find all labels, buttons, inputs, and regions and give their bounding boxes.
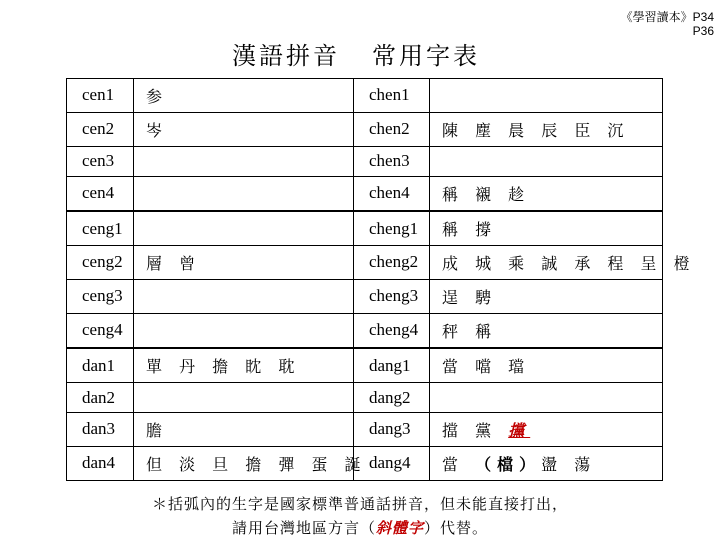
characters-cell-right: [430, 212, 663, 246]
pinyin-cell-left: [67, 279, 134, 313]
pinyin-cell-left-text: dan1: [82, 355, 116, 375]
footnote-line2: [0, 516, 720, 540]
footnote-line2-pre: 請用台灣地區方言（: [231, 519, 376, 537]
characters-cell-left: [134, 79, 354, 113]
characters-cell-right: [430, 349, 663, 383]
characters-cell-right: [430, 446, 663, 480]
page-reference-line2: P36: [692, 24, 714, 38]
pinyin-cell-right: [354, 246, 430, 280]
footnote: [0, 492, 720, 540]
page-reference: [621, 10, 714, 38]
substitute-character: 攩: [508, 420, 531, 440]
characters-cell-left-text: 但 淡 旦 擔 彈 蛋 誕: [146, 454, 367, 474]
characters-cell-right-text: 稱 撐: [442, 220, 498, 240]
table-row: [67, 413, 663, 447]
characters-cell-right-text: 陳 塵 晨 辰 臣 沉: [442, 120, 630, 140]
pinyin-cell-right-text: dang1: [369, 355, 411, 375]
pinyin-cell-right-text: chen2: [369, 119, 410, 139]
pinyin-cell-left-text: ceng1: [82, 218, 123, 238]
footnote-line2-post: ）代替。: [424, 519, 489, 537]
table-row: [67, 349, 663, 383]
pinyin-cell-left: [67, 79, 134, 113]
pinyin-cell-right-text: chen3: [369, 151, 410, 171]
pinyin-cell-left: [67, 212, 134, 246]
pinyin-cell-left-text: cen2: [82, 119, 115, 139]
characters-cell-left-text: 層 曾: [146, 253, 202, 273]
characters-cell-left: [134, 413, 354, 447]
pinyin-cell-left: [67, 349, 134, 383]
characters-cell-left: [134, 246, 354, 280]
pinyin-cell-left-text: ceng2: [82, 252, 123, 272]
footnote-line1: ＊括弧內的生字是國家標準普通話拼音，但未能直接打出，: [151, 495, 568, 513]
characters-cell-right-text: 當 噹 璫: [442, 357, 531, 377]
pinyin-cell-right-text: cheng1: [369, 218, 419, 238]
pinyin-cell-left: [67, 146, 134, 176]
characters-cell-left-text: 膽: [146, 420, 169, 440]
characters-cell-left: [134, 383, 354, 413]
characters-cell-right: [430, 146, 663, 176]
table-row: [67, 212, 663, 246]
pinyin-cell-right: [354, 176, 430, 210]
pinyin-cell-right: [354, 383, 430, 413]
characters-cell-right-text: 稱 襯 趁: [442, 184, 531, 204]
pinyin-cell-right: [354, 112, 430, 146]
table-row: [67, 246, 663, 280]
characters-cell-right-text: 擋 黨: [442, 420, 509, 440]
bracketed-character: （檔）: [475, 454, 542, 474]
table-row: [67, 313, 663, 347]
pinyin-cell-right: [354, 146, 430, 176]
pinyin-cell-left-text: ceng3: [82, 286, 123, 306]
pinyin-cell-left: [67, 246, 134, 280]
characters-cell-right: [430, 383, 663, 413]
title-left: 漢語拼音: [232, 42, 340, 70]
pinyin-cell-left: [67, 413, 134, 447]
pinyin-cell-right: [354, 279, 430, 313]
characters-cell-right-text: 秤 稱: [442, 321, 498, 341]
table-row: [67, 112, 663, 146]
characters-tail: 盪 蕩: [541, 454, 597, 474]
pinyin-cell-right: [354, 413, 430, 447]
characters-cell-left: [134, 446, 367, 480]
pinyin-cell-right-text: cheng3: [369, 286, 419, 306]
characters-cell-left: [134, 176, 354, 210]
pinyin-cell-left: [67, 176, 134, 210]
characters-cell-left: [134, 146, 354, 176]
pinyin-cell-right-text: dang4: [369, 453, 411, 473]
pinyin-cell-left-text: dan4: [82, 453, 116, 473]
characters-cell-left: [134, 212, 354, 246]
pinyin-cell-left: [67, 383, 134, 413]
pinyin-cell-left-text: cen3: [82, 151, 115, 171]
characters-cell-right: [430, 246, 696, 280]
pinyin-cell-right: [354, 349, 430, 383]
characters-cell-right: [430, 313, 663, 347]
pinyin-cell-right-text: chen1: [369, 85, 410, 105]
pinyin-cell-right-text: cheng2: [369, 252, 419, 272]
footnote-highlight: 斜體字: [375, 519, 424, 537]
pinyin-table: [66, 78, 696, 481]
characters-cell-right: [430, 279, 663, 313]
characters-cell-right: [430, 176, 663, 210]
characters-cell-left: [134, 313, 354, 347]
pinyin-cell-left: [67, 112, 134, 146]
characters-cell-left-text: 参: [146, 86, 169, 106]
page-reference-line1: 《學習讀本》P34: [620, 10, 714, 24]
table-row: [67, 446, 663, 480]
characters-cell-right: [430, 79, 663, 113]
table-row: [67, 279, 663, 313]
pinyin-cell-right-text: dang3: [369, 419, 411, 439]
characters-cell-right: [430, 413, 663, 447]
characters-cell-left: [134, 349, 354, 383]
table-row: [67, 146, 663, 176]
pinyin-cell-left-text: cen4: [82, 183, 115, 203]
pinyin-cell-right-text: chen4: [369, 183, 410, 203]
characters-cell-right-text: 當: [442, 454, 476, 474]
table-row: [67, 79, 663, 113]
characters-cell-right-text: 逞 騁: [442, 287, 498, 307]
pinyin-cell-right-text: dang2: [369, 387, 411, 407]
characters-cell-left-text: 單 丹 擔 眈 耽: [146, 357, 301, 377]
table-row: [67, 176, 663, 210]
characters-cell-right: [430, 112, 663, 146]
page-title: [232, 36, 480, 71]
pinyin-cell-right: [354, 79, 430, 113]
pinyin-cell-right: [354, 212, 430, 246]
characters-cell-right-text: 成 城 乘 誠 承 程 呈 橙: [442, 253, 696, 273]
pinyin-cell-right-text: cheng4: [369, 320, 419, 340]
pinyin-cell-left: [67, 313, 134, 347]
pinyin-cell-right: [354, 313, 430, 347]
characters-cell-left: [134, 279, 354, 313]
characters-cell-left-text: 岑: [146, 120, 169, 140]
pinyin-cell-left-text: dan3: [82, 419, 116, 439]
table-row: [67, 383, 663, 413]
pinyin-cell-left: [67, 446, 134, 480]
title-right: 常用字表: [372, 42, 480, 70]
pinyin-cell-left-text: cen1: [82, 85, 115, 105]
characters-cell-left: [134, 112, 354, 146]
pinyin-cell-left-text: dan2: [82, 387, 116, 407]
pinyin-cell-left-text: ceng4: [82, 320, 123, 340]
